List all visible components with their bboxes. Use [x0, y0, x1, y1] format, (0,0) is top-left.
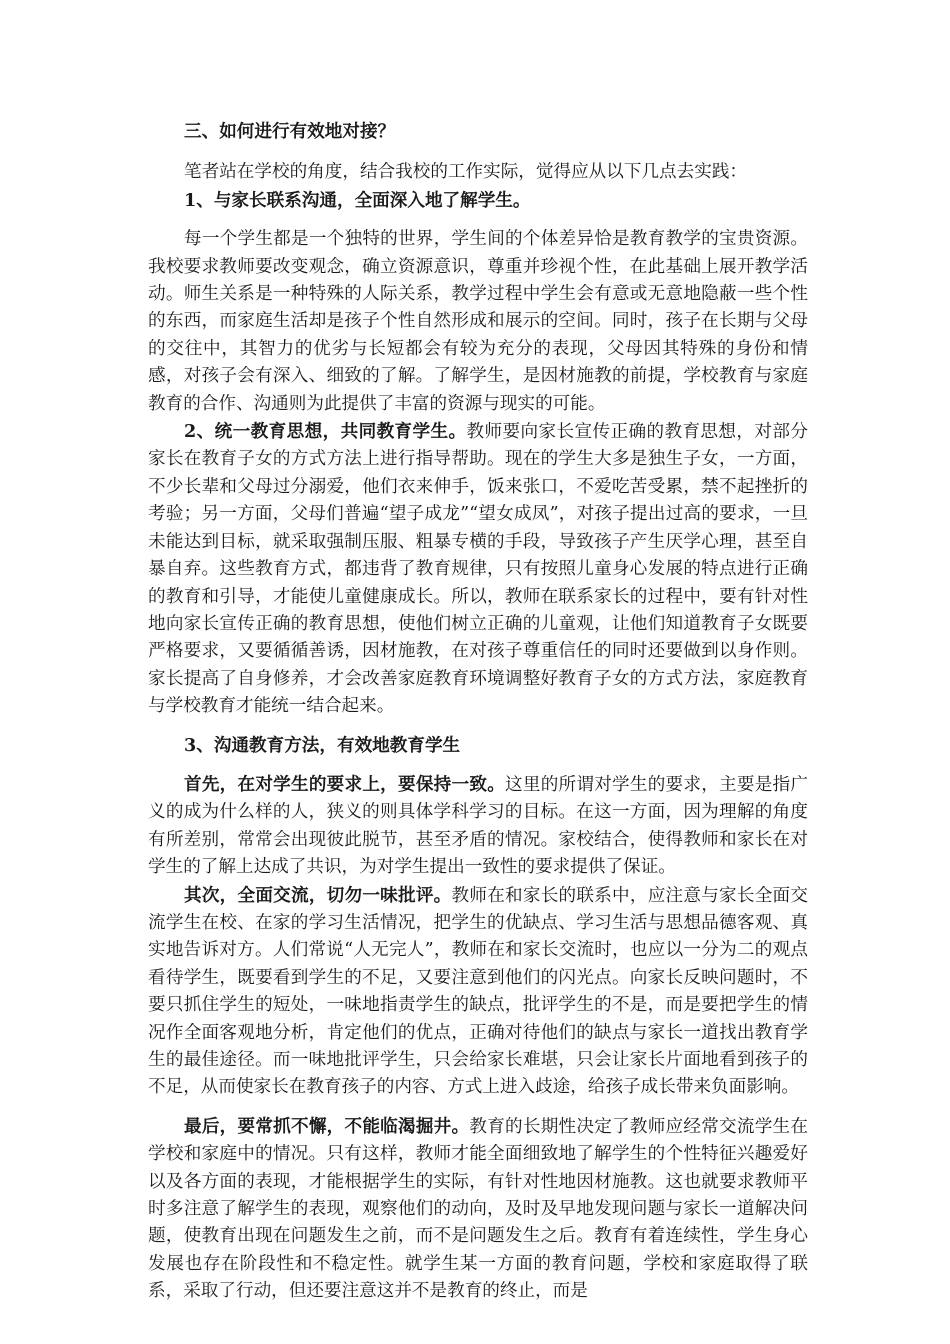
last-body: 教育的长期性决定了教师应经常交流学生在学校和家庭中的情况。只有这样，教师才能全面细致地了解学生的个性特征兴趣爱好以及各方面的表现，才能根据学生的实际，有针对性地因材施教。这也就要求教师平时多注意了解学生的表现，观察他们的动向，及时及早地发现问题与家长一道解决问题，使教育出现在问题发生之前，而不是问题发生之后。教育有着连续性，学生身心发展也存在阶段性和不稳定性。就学生某一方面的教育问题，学校和家庭取得了联系，采取了行动，但还要注意这并不是教育的终止，而是	[148, 1116, 808, 1302]
first-body: 这里的所谓对学生的要求，主要是指广义的成为什么样的人，狭义的则具体学科学习的目标。在这一方面，因为理解的角度有所差别，常常会出现彼此脱节，甚至矛盾的情况。家校结合，使得教师和家长在对学生的了解上达成了共识，为对学生提出一致性的要求提供了保证。	[148, 774, 808, 878]
point2-paragraph	[148, 418, 808, 720]
point2-title: 2、统一教育思想，共同教育学生。	[184, 421, 467, 443]
point1-title	[148, 187, 808, 215]
first-paragraph	[148, 771, 808, 882]
document-page	[148, 118, 808, 1306]
intro-paragraph: 笔者站在学校的角度，结合我校的工作实际，觉得应从以下几点去实践：	[184, 162, 748, 183]
last-lead: 最后，要常抓不懈，不能临渴掘井。	[184, 1115, 470, 1137]
second-lead: 其次，全面交流，切勿一味批评。	[184, 884, 452, 906]
second-paragraph	[148, 882, 808, 1102]
point1-paragraph: 每一个学生都是一个独特的世界，学生间的个体差异恰是教育教学的宝贵资源。我校要求教师要改变观念，确立资源意识，尊重并珍视个性，在此基础上展开教学活动。师生关系是一种特殊的人际关系，教学过程中学生会有意或无意地隐蔽一些个性的东西，而家庭生活却是孩子个性自然形成和展示的空间。同时，孩子在长期与父母的交往中，其智力的优劣与长短都会有较为充分的表现，父母因其特殊的身份和情感，对孩子会有深入、细致的了解。了解学生，是因材施教的前提，学校教育与家庭教育的合作、沟通则为此提供了丰富的资源与现实的可能。	[148, 229, 808, 414]
point1-title-text: 1、与家长联系沟通，全面深入地了解学生。	[184, 189, 531, 211]
first-lead: 首先，在对学生的要求上，要保持一致。	[184, 773, 506, 795]
point2-body: 教师要向家长宣传正确的教育思想，对部分家长在教育子女的方式方法上进行指导帮助。现在的学生大多是独生子女，一方面，不少长辈和父母过分溺爱，他们衣来伸手，饭来张口，不爱吃苦受累，禁不起挫折的考验；另一方面，父母们普遍“望子成龙”“望女成凤”，对孩子提出过高的要求，一旦未能达到目标，就采取强制压服、粗暴专横的手段，导致孩子产生厌学心理，甚至自暴自弃。这些教育方式，都违背了教育规律，只有按照儿童身心发展的特点进行正确的教育和引导，才能使儿童健康成长。所以，教师在联系家长的过程中，要有针对性地向家长宣传正确的教育思想，使他们树立正确的儿童观，让他们知道教育子女既要严格要求，又要循循善诱，因材施教，在对孩子尊重信任的同时还要做到以身作则。家长提高了自身修养，才会改善家庭教育环境调整好教育子女的方式方法，家庭教育与学校教育才能统一结合起来。	[148, 422, 808, 717]
section-heading: 三、如何进行有效地对接？	[184, 121, 396, 142]
point3-title	[148, 732, 808, 760]
second-body: 教师在和家长的联系中，应注意与家长全面交流学生在校、在家的学习生活情况，把学生的优缺点、学习生活与思想品德客观、真实地告诉对方。人们常说“人无完人”，教师在和家长交流时，也应以一分为二的观点看待学生，既要看到学生的不足，又要注意到他们的闪光点。向家长反映问题时，不要只抓住学生的短处，一味地指责学生的缺点，批评学生的不是，而是要把学生的情况作全面客观地分析，肯定他们的优点，正确对待他们的缺点与家长一道找出教育学生的最佳途径。而一味地批评学生，只会给家长难堪，只会让家长片面地看到孩子的不足，从而使家长在教育孩子的内容、方式上进入歧途，给孩子成长带来负面影响。	[148, 885, 808, 1098]
point3-title-text: 3、沟通教育方法，有效地教育学生	[184, 734, 461, 756]
last-paragraph	[148, 1113, 808, 1306]
